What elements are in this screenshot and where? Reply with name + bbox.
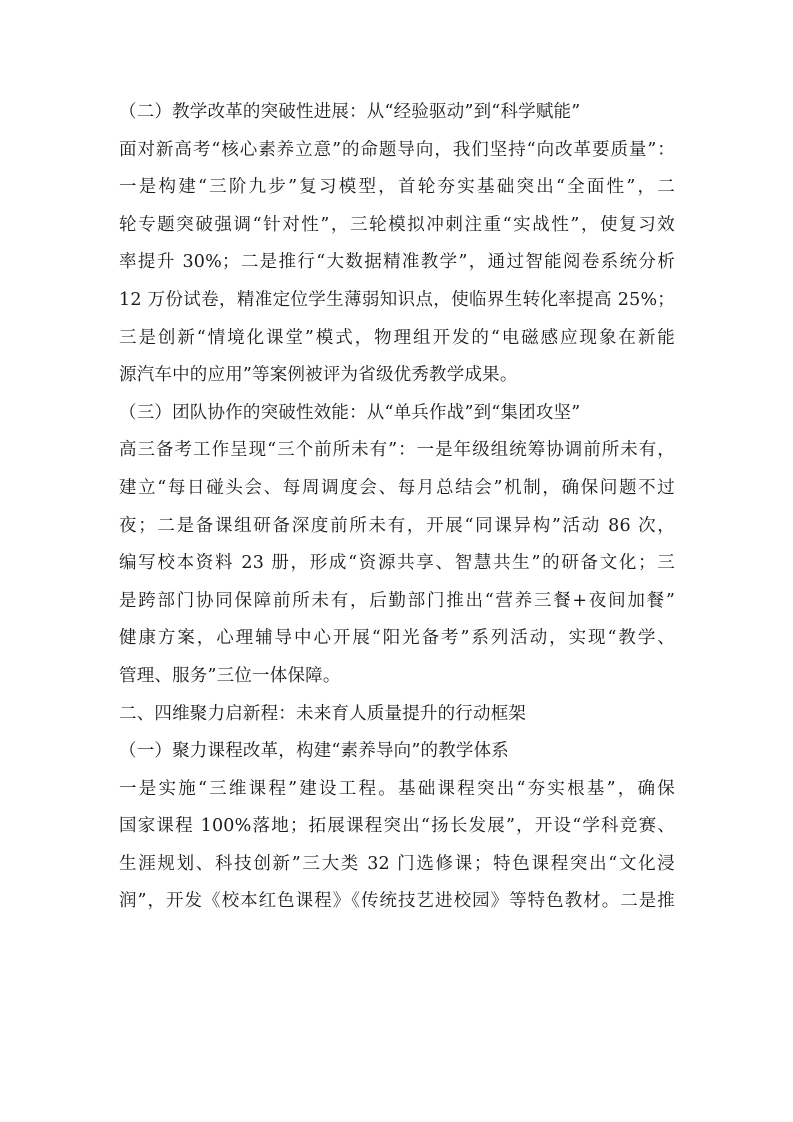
paragraph-line: 12 万份试卷，精准定位学生薄弱知识点，使临界生转化率提高 25%； (119, 289, 675, 310)
document-body (119, 94, 675, 921)
heading-line: （三）团队协作的突破性效能：从“单兵作战”到“集团攻坚” (119, 402, 581, 423)
paragraph-line: 管理、服务”三位一体保障。 (119, 665, 341, 686)
paragraph-line: 轮专题突破强调“针对性”，三轮模拟冲刺注重“实战性”，使复习效 (119, 214, 675, 235)
paragraph-line: 健康方案，心理辅导中心开展“阳光备考”系列活动，实现“教学、 (119, 628, 675, 649)
paragraph-line: 是跨部门协同保障前所未有，后勤部门推出“营养三餐+夜间加餐” (119, 590, 675, 611)
paragraph-line: 润”，开发《校本红色课程》《传统技艺进校园》等特色教材。二是推 (119, 891, 675, 912)
paragraph-line: 一是构建“三阶九步”复习模型，首轮夯实基础突出“全面性”，二 (119, 177, 675, 198)
paragraph-line: 率提升 30%；二是推行“大数据精准教学”，通过智能阅卷系统分析 (119, 252, 675, 273)
paragraph-line: 编写校本资料 23 册，形成“资源共享、智慧共生”的研备文化；三 (119, 553, 675, 574)
paragraph-line: 生涯规划、科技创新”三大类 32 门选修课；特色课程突出“文化浸 (119, 853, 675, 874)
heading-line: （二）教学改革的突破性进展：从“经验驱动”到“科学赋能” (119, 102, 581, 122)
section-heading: 二、四维聚力启新程：未来育人质量提升的行动框架 (119, 703, 527, 724)
paragraph-line: 源汽车中的应用”等案例被评为省级优秀教学成果。 (119, 365, 518, 386)
paragraph-line: 面对新高考“核心素养立意”的命题导向，我们坚持“向改革要质量”： (119, 139, 675, 160)
paragraph-line: 国家课程 100%落地；拓展课程突出“扬长发展”，开设“学科竞赛、 (119, 816, 675, 837)
paragraph-line: 三是创新“情境化课堂”模式，物理组开发的“电磁感应现象在新能 (119, 327, 675, 348)
paragraph-line: 建立“每日碰头会、每周调度会、每月总结会”机制，确保问题不过 (119, 477, 675, 498)
paragraph-line: 夜；二是备课组研备深度前所未有，开展“同课异构”活动 86 次， (119, 515, 675, 536)
subsection-heading: （一）聚力课程改革，构建“素养导向”的教学体系 (119, 741, 509, 762)
paragraph-line: 一是实施“三维课程”建设工程。基础课程突出“夯实根基”，确保 (119, 778, 675, 799)
paragraph-line: 高三备考工作呈现“三个前所未有”：一是年级组统筹协调前所未有， (119, 440, 675, 461)
